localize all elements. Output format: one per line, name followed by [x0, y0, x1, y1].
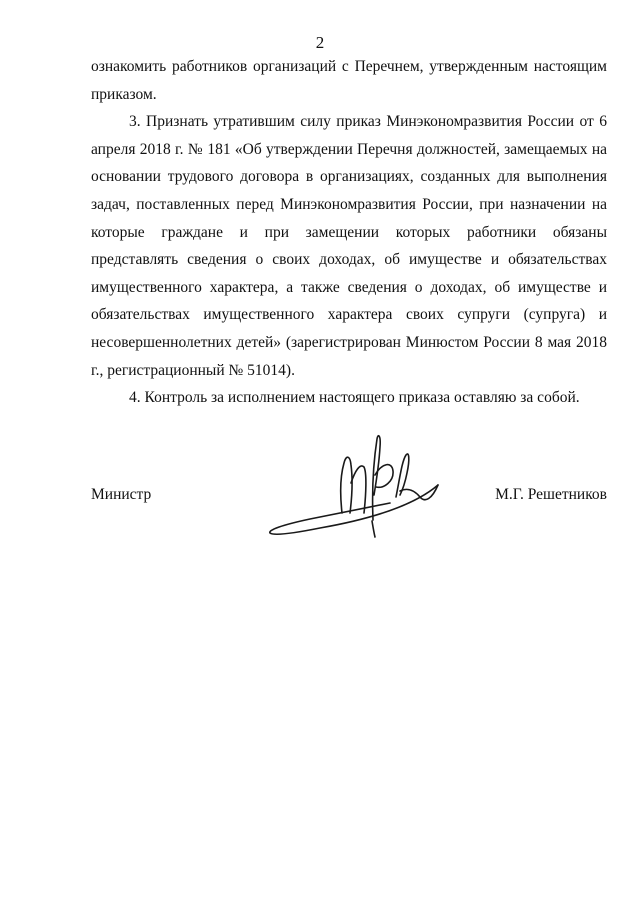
document-body	[91, 53, 607, 412]
paragraph-item-3: 3. Признать утратившим силу приказ Минэкономразвития России от 6 апреля 2018 г. № 181 «Об утверждении Перечня должностей, замещаемых на основании трудового договора в организациях, созданных для выполнения задач, поставленных перед Минэкономразвития России, при назначении на которые граждане и при замещении которых работники обязаны представлять сведения о своих доходах, об имуществе и обязательствах имущественного характера, а также сведения о доходах, об имуществе и обязательствах имущественного характера своих супруги (супруга) и несовершеннолетних детей» (зарегистрирован Минюстом России 8 мая 2018 г., регистрационный № 51014).	[91, 113, 607, 379]
handwritten-signature	[260, 425, 450, 545]
signatory-name: М.Г. Решетников	[495, 486, 607, 503]
paragraph-item-4: 4. Контроль за исполнением настоящего приказа оставляю за собой.	[129, 389, 580, 407]
paragraph-continuation: ознакомить работников организаций с Перечнем, утвержденным настоящим приказом.	[91, 58, 607, 103]
signatory-title: Министр	[91, 486, 152, 503]
page-number: 2	[315, 33, 325, 52]
